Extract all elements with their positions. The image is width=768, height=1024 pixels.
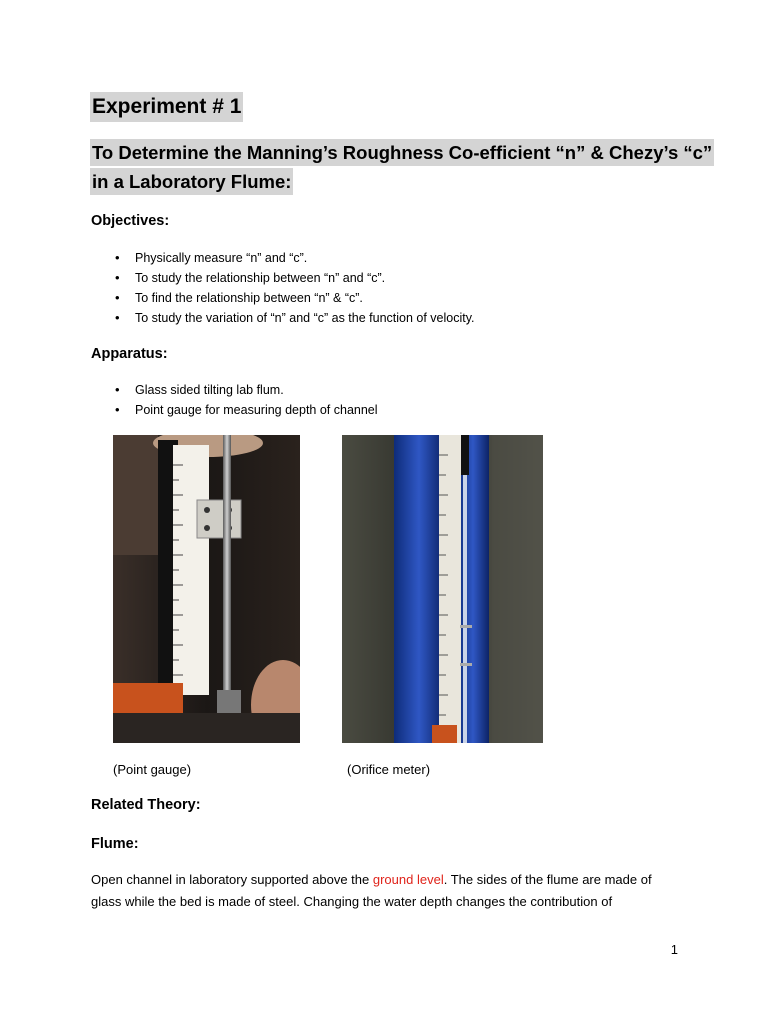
apparatus-heading: Apparatus:	[91, 346, 168, 362]
experiment-heading: Experiment # 1	[90, 92, 243, 122]
apparatus-list	[115, 380, 378, 420]
list-item: • Glass sided tilting lab flum.	[115, 380, 378, 400]
title-line-2: in a Laboratory Flume:	[90, 168, 293, 195]
paragraph-text: . The sides of the flume are made of glass while the bed is made of steel. Changing the water depth changes the contribution of	[91, 872, 652, 909]
list-item: • Point gauge for measuring depth of channel	[115, 400, 378, 420]
flume-paragraph	[91, 869, 681, 913]
flume-heading: Flume:	[91, 836, 139, 852]
objectives-list	[115, 248, 475, 328]
point-gauge-illustration	[113, 435, 300, 743]
title-line-1: To Determine the Manning’s Roughness Co-efficient “n” & Chezy’s “c”	[90, 139, 714, 166]
orifice-meter-illustration	[342, 435, 543, 743]
orifice-meter-caption: (Orifice meter)	[347, 762, 431, 777]
point-gauge-caption: (Point gauge)	[113, 762, 192, 777]
point-gauge-photo	[113, 435, 300, 743]
page-number: 1	[670, 942, 678, 957]
ground-level-highlight: ground level	[372, 872, 444, 887]
list-item: • To study the relationship between “n” and “c”.	[115, 268, 475, 288]
related-theory-heading: Related Theory:	[91, 797, 201, 813]
objectives-heading: Objectives:	[91, 213, 170, 229]
orifice-meter-photo	[342, 435, 543, 743]
list-item: • To find the relationship between “n” & “c”.	[115, 288, 475, 308]
list-item: • To study the variation of “n” and “c” as the function of velocity.	[115, 308, 475, 328]
paragraph-text: Open channel in laboratory supported above the	[91, 872, 373, 887]
list-item: • Physically measure “n” and “c”.	[115, 248, 475, 268]
